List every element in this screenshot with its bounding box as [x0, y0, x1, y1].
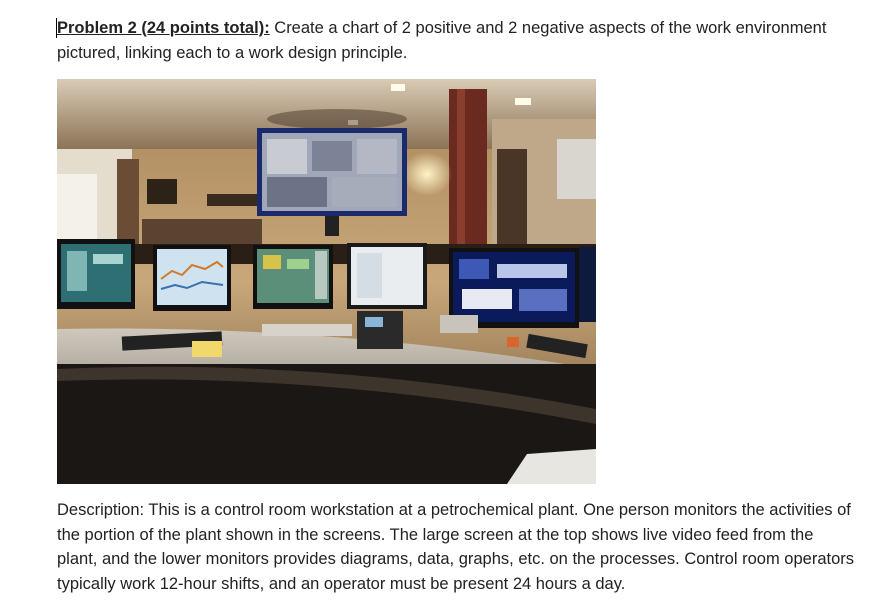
problem-body: Create a chart of 2 positive and 2 negative aspects of the work environment pictured, linking each to a work design principle. — [57, 19, 827, 62]
control-room-photo — [57, 79, 596, 484]
problem-heading: Problem 2 (24 points total): — [57, 19, 270, 37]
problem-statement — [57, 16, 857, 66]
description-paragraph: Description: This is a control room workstation at a petrochemical plant. One person monitors the activities of the portion of the plant shown in the screens. The large screen at the top shows live video feed from the plant, and the lower monitors provides diagrams, data, graphs, etc. on the processes. Control room operators typically work 12-hour shifts, and an operator must be present 24 hours a day. — [57, 501, 854, 593]
